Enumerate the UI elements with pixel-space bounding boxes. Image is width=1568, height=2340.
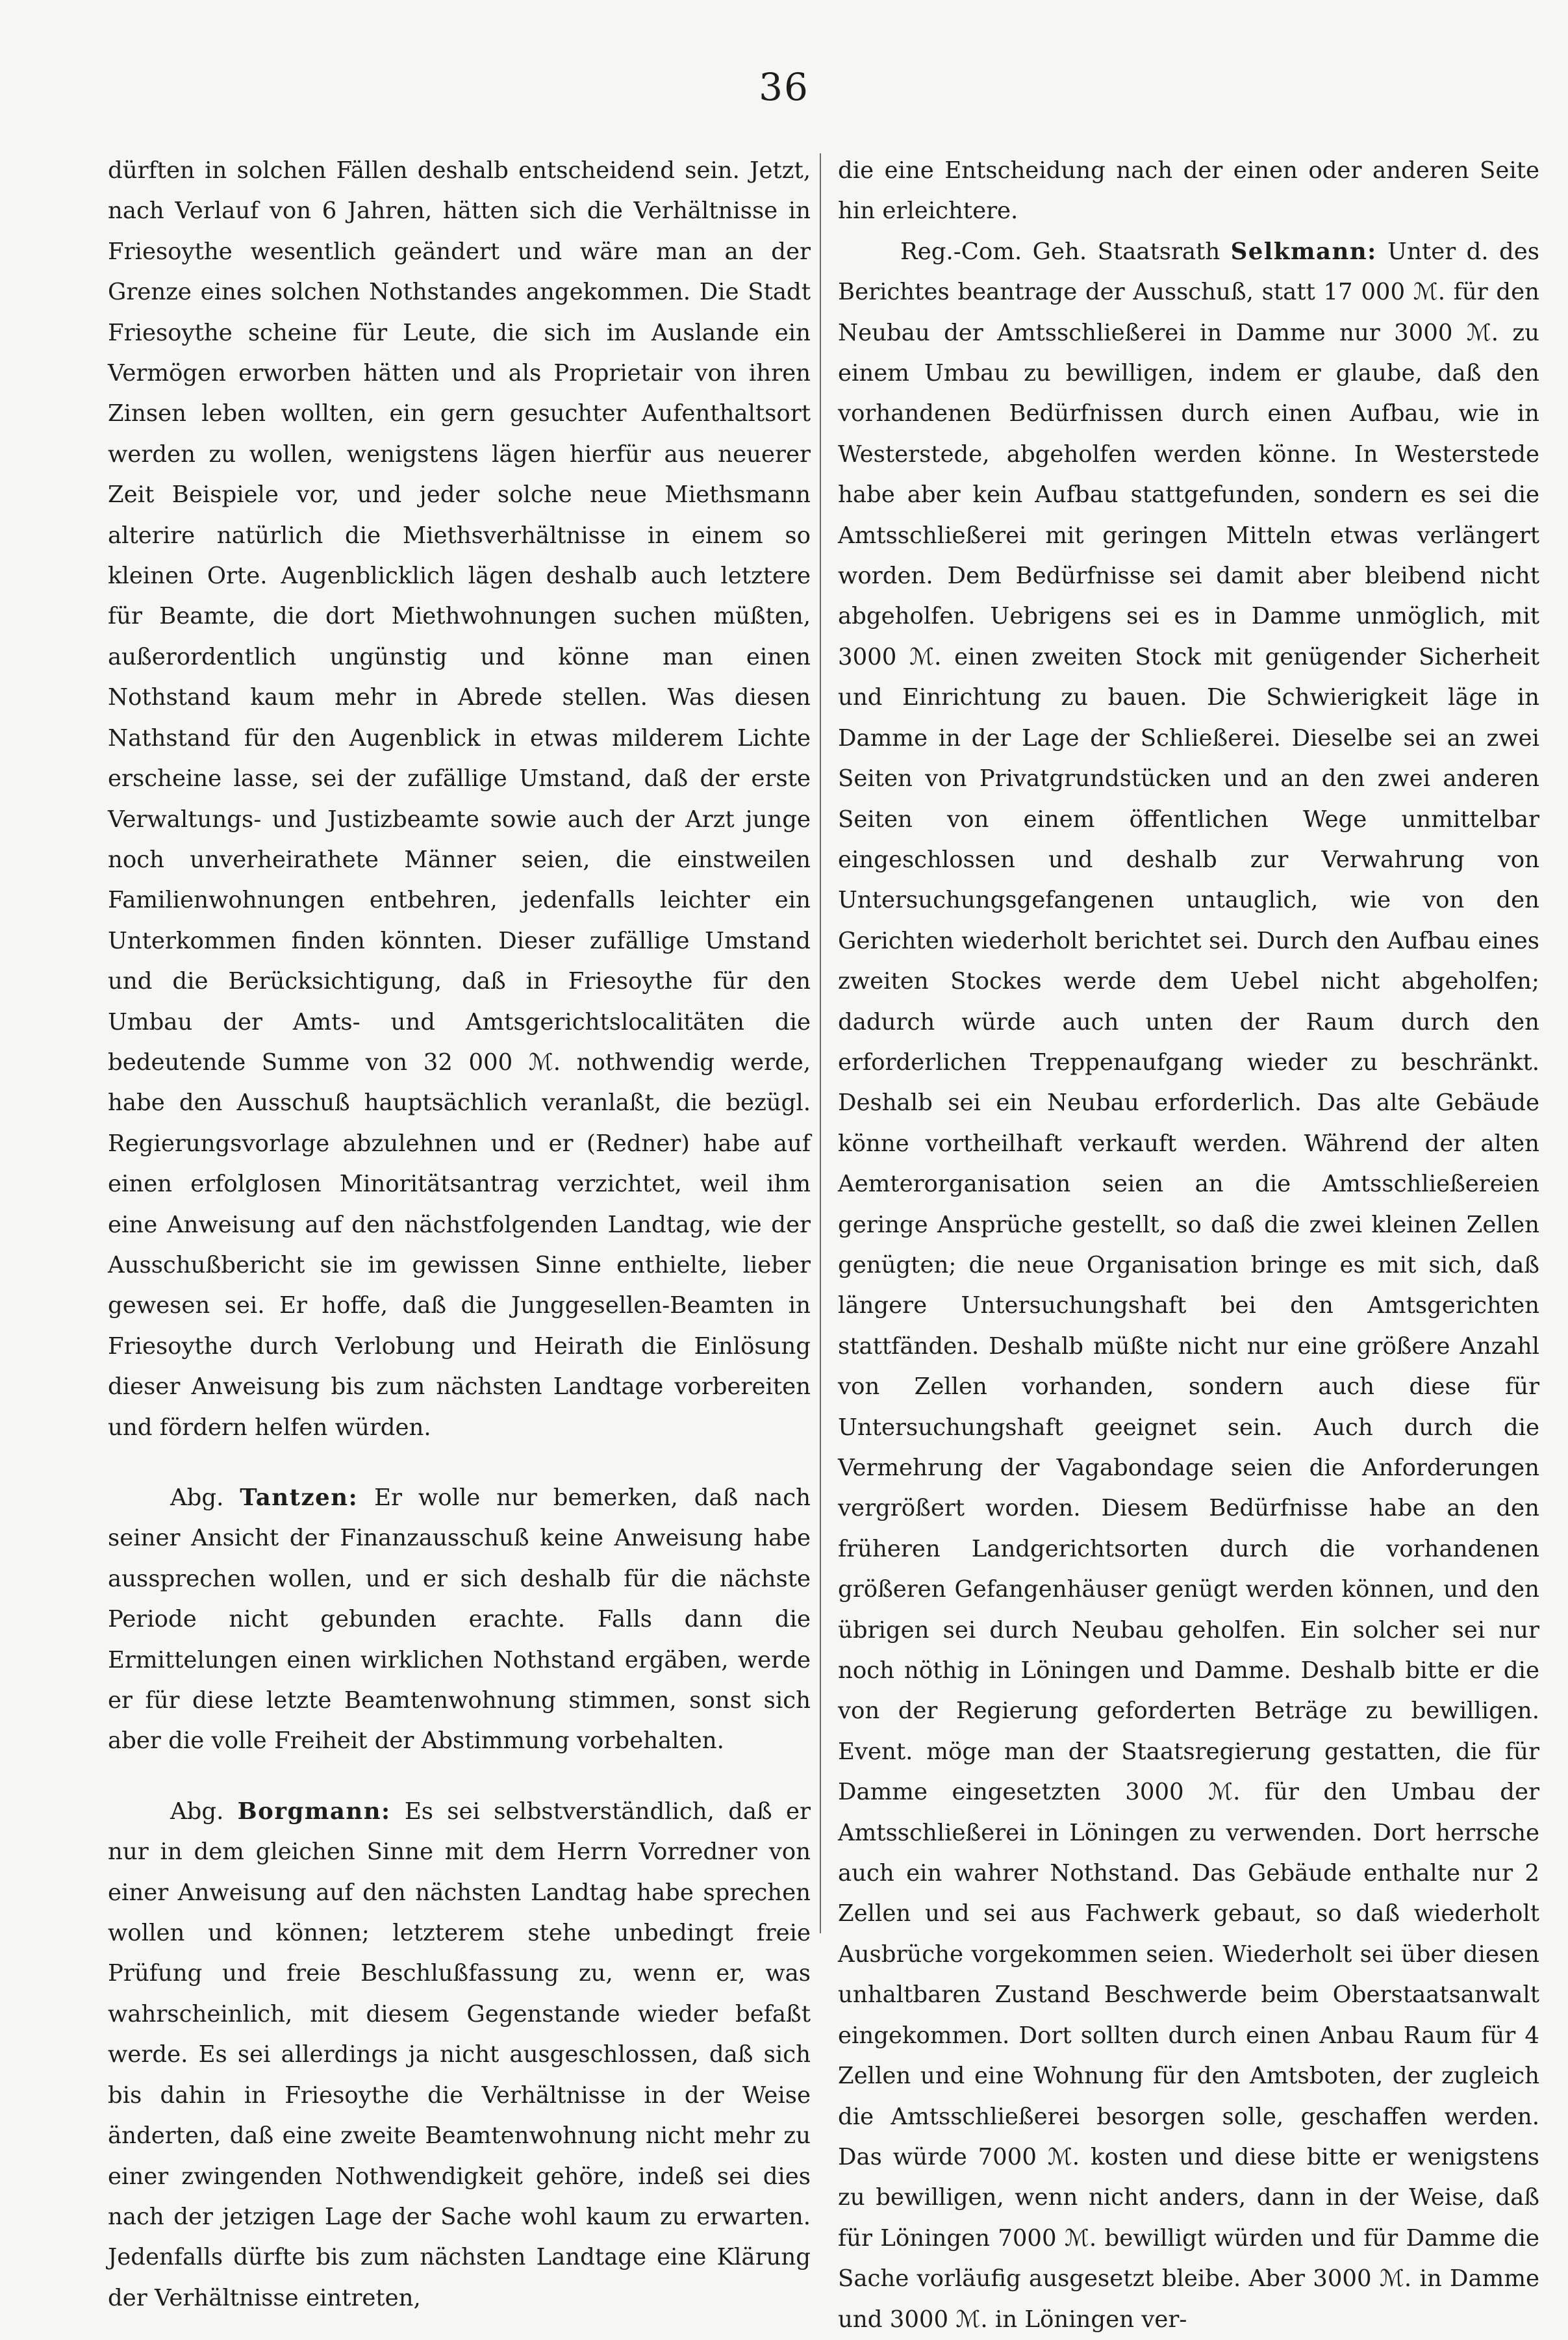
speaker-name: Borgmann: [237,1798,391,1825]
speech-text: Es sei selbstverständlich, daß er nur in dem gleichen Sinne mit dem Herrn Vorredner von einer Anweisung auf den nächsten Landtag habe sprechen wollen und können; letzterem stehe unbedingt freie Prüfung und freie Beschlußfassung zu, wenn er, was wahrscheinlich, mit diesem Gegenstande wieder befaßt werde. Es sei allerdings ja nicht ausgeschlossen, daß sich bis dahin in Friesoythe die Verhältnisse in der Weise änderten, daß eine zweite Beamtenwohnung nicht mehr zu einer zwingenden Nothwendigkeit gehöre, indeß sei dies nach der jetzigen Lage der Sache wohl kaum zu erwarten. Jedenfalls dürfte bis zum nächsten Landtage eine Klärung der Verhältnisse eintreten, [108,1798,811,2311]
column-divider [820,153,821,1933]
left-column [108,151,811,2319]
speech-text: Er wolle nur bemerken, daß nach seiner Ansicht der Finanzausschuß keine Anweisung habe aussprechen wollen, und er sich deshalb für die nächste Periode nicht gebunden erachte. Falls dann die Ermittelungen einen wirklichen Nothstand ergäben, werde er für diese letzte Beamtenwohnung stimmen, sonst sich aber die volle Freiheit der Abstimmung vorbehalten. [108,1484,811,1755]
speech-text: Unter d. des Berichtes beantrage der Ausschuß, statt 17 000 ℳ. für den Neubau der Amtsschließerei in Damme nur 3000 ℳ. zu einem Umbau zu bewilligen, indem er glaube, daß den vorhandenen Bedürfnissen durch einen Aufbau, wie in Westerstede, abgeholfen werden könne. In Westerstede habe aber kein Aufbau stattgefunden, sondern es sei die Amtsschließerei mit geringen Mitteln etwas verlängert worden. Dem Bedürfnisse sei damit aber bleibend nicht abgeholfen. Uebrigens sei es in Damme unmöglich, mit 3000 ℳ. einen zweiten Stock mit genügender Sicherheit und Einrichtung zu bauen. Die Schwierigkeit läge in Damme in der Lage der Schließerei. Dieselbe sei an zwei Seiten von Privatgrundstücken und an den zwei anderen Seiten von einem öffentlichen Wege unmittelbar eingeschlossen und deshalb zur Verwahrung von Untersuchungsgefangenen untauglich, wie von den Gerichten wiederholt berichtet sei. Durch den Aufbau eines zweiten Stockes werde dem Uebel nicht abgeholfen; dadurch würde auch unten der Raum durch den erforderlichen Treppenaufgang wieder zu beschränkt. Deshalb sei ein Neubau erforderlich. Das alte Gebäude könne vortheilhaft verkauft werden. Während der alten Aemterorganisation seien an die Amtsschließereien geringe Ansprüche gestellt, so daß die zwei kleinen Zellen genügten; die neue Organisation bringe es mit sich, daß längere Untersuchungshaft bei den Amtsgerichten stattfänden. Deshalb müßte nicht nur eine größere Anzahl von Zellen vorhanden, sondern auch diese für Untersuchungshaft geeignet sein. Auch durch die Vermehrung der Vagabondage seien die Anforderungen vergrößert worden. Diesem Bedürfnisse habe an den früheren Landgerichtsorten durch die vorhandenen größeren Gefangenhäuser genügt werden können, und den übrigen sei durch Neubau geholfen. Ein solcher sei nur noch nöthig in Löningen und Damme. Deshalb bitte er die von der Regierung geforderten Beträge zu bewilligen. Event. möge man der Staatsregierung gestatten, die für Damme eingesetzten 3000 ℳ. für den Umbau der Amtsschließerei in Löningen zu verwenden. Dort herrsche auch ein wahrer Nothstand. Das Gebäude enthalte nur 2 Zellen und sei aus Fachwerk gebaut, so daß wiederholt Ausbrüche vorgekommen seien. Wiederholt sei über diesen unhaltbaren Zustand Beschwerde beim Oberstaatsanwalt eingekommen. Dort sollten durch einen Anbau Raum für 4 Zellen und eine Wohnung für den Amtsboten, der zugleich die Amtsschließerei besorgen solle, geschaffen werden. Das würde 7000 ℳ. kosten und diese bitte er wenigstens zu bewilligen, wenn nicht anders, dann in der Weise, daß für Löningen 7000 ℳ. bewilligt würden und für Damme die Sache vorläufig ausgesetzt bleibe. Aber 3000 ℳ. in Damme und 3000 ℳ. in Löningen ver- [838,238,1539,2333]
paragraph-continuation: dürften in solchen Fällen deshalb entscheidend sein. Jetzt, nach Verlauf von 6 Jahren, hätten sich die Verhältnisse in Friesoythe wesentlich geändert und wäre man an der Grenze eines solchen Nothstandes angekommen. Die Stadt Friesoythe scheine für Leute, die sich im Auslande ein Vermögen erworben hätten und als Proprietair von ihren Zinsen leben wollten, ein gern gesuchter Aufenthaltsort werden zu wollen, wenigstens lägen hierfür aus neuerer Zeit Beispiele vor, und jeder solche neue Miethsmann alterire natürlich die Miethsverhältnisse in einem so kleinen Orte. Augenblicklich lägen deshalb auch letztere für Beamte, die dort Miethwohnungen suchen müßten, außerordentlich ungünstig und könne man einen Nothstand kaum mehr in Abrede stellen. Was diesen Nathstand für den Augenblick in etwas milderem Lichte erscheine lasse, sei der zufällige Umstand, daß der erste Verwaltungs- und Justizbeamte sowie auch der Arzt junge noch unverheirathete Männer seien, die einstweilen Familienwohnungen entbehren, jedenfalls leichter ein Unterkommen finden könnten. Dieser zufällige Umstand und die Berücksichtigung, daß in Friesoythe für den Umbau der Amts- und Amtsgerichtslocalitäten die bedeutende Summe von 32 000 ℳ. nothwendig werde, habe den Ausschuß hauptsächlich veranlaßt, die bezügl. Regierungsvorlage abzulehnen und er (Redner) habe auf einen erfolglosen Minoritätsantrag verzichtet, weil ihm eine Anweisung auf den nächstfolgenden Landtag, wie der Ausschußbericht sie im gewissen Sinne enthielte, lieber gewesen sei. Er hoffe, daß die Junggesellen-Beamten in Friesoythe durch Verlobung und Heirath die Einlösung dieser Anweisung bis zum nächsten Landtage vorbereiten und fördern helfen würden. [108,157,811,1441]
speaker-name: Tantzen: [240,1484,359,1511]
speaker-prefix: Abg. [170,1798,224,1825]
speaker-prefix: Reg.-Com. Geh. Staatsrath [900,238,1220,265]
right-column [838,151,1539,2340]
speaker-prefix: Abg. [170,1484,224,1511]
page-number: 36 [759,65,809,109]
paragraph-continuation: die eine Entscheidung nach der einen oder anderen Seite hin erleichtere. [838,157,1539,225]
paragraph-selkmann [838,232,1539,2340]
speaker-name: Selkmann: [1230,238,1377,265]
paragraph-tantzen [108,1478,811,1762]
paragraph-borgmann [108,1792,811,2319]
